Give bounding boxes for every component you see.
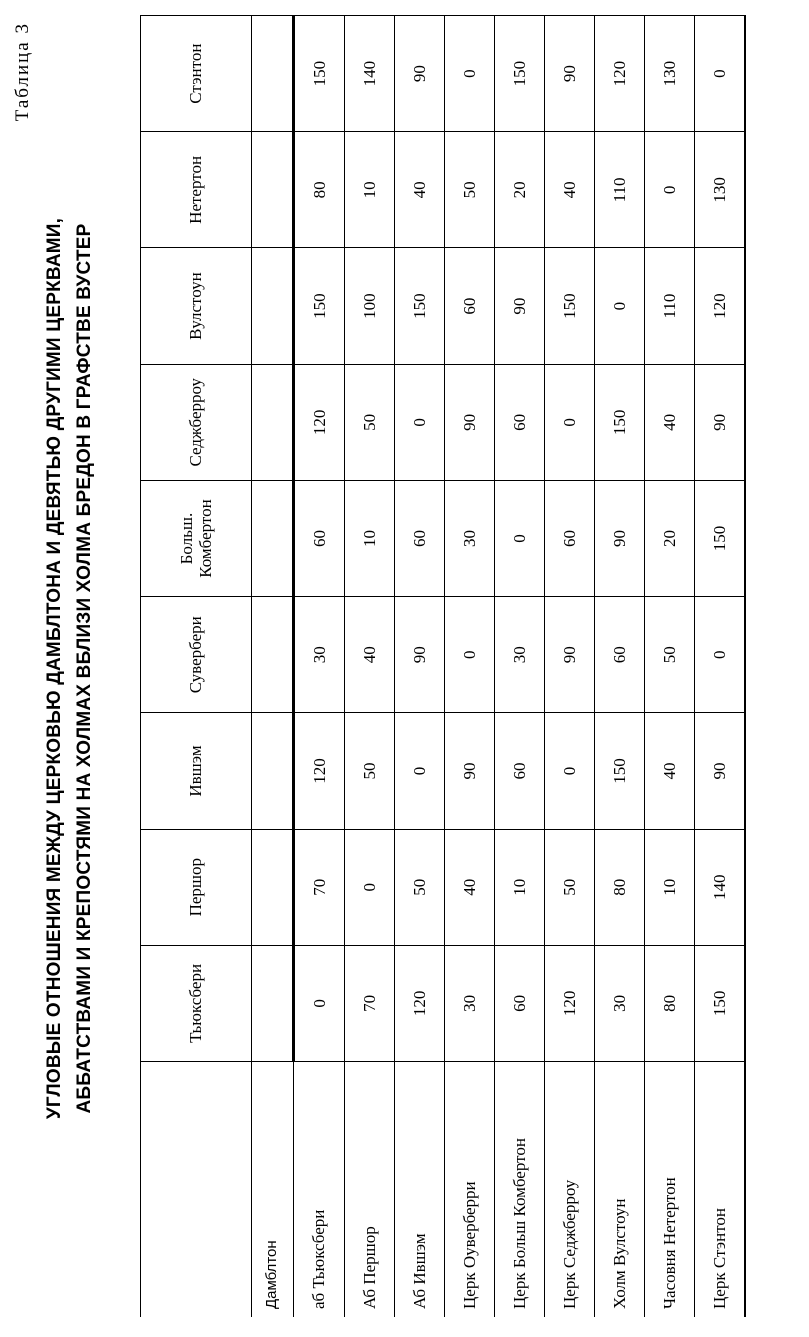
empty-cell: [252, 480, 294, 596]
empty-cell: [252, 364, 294, 480]
angle-cell: 150: [595, 713, 645, 829]
angle-cell: 30: [445, 480, 495, 596]
column-header: Стэнтон: [141, 16, 252, 132]
row-label: Церк Седжберроу: [545, 1062, 595, 1317]
empty-cell: [252, 829, 294, 945]
angle-cell: 0: [595, 248, 645, 364]
angle-cell: 60: [395, 480, 445, 596]
angle-cell: 0: [645, 132, 695, 248]
empty-cell: [252, 597, 294, 713]
angle-cell: 30: [445, 945, 495, 1061]
sub-header-label: Дамблтон: [252, 1062, 294, 1317]
empty-cell: [252, 16, 294, 132]
angle-cell: 90: [495, 248, 545, 364]
angle-cell: 140: [695, 829, 746, 945]
empty-cell: [252, 132, 294, 248]
angle-cell: 60: [445, 248, 495, 364]
row-label: Церк Оуверберри: [445, 1062, 495, 1317]
angle-cell: 140: [345, 16, 395, 132]
angle-cell: 120: [395, 945, 445, 1061]
header-row: [141, 16, 252, 1318]
angle-cell: 10: [345, 480, 395, 596]
column-header: Сувербери: [141, 597, 252, 713]
table-row: [294, 16, 345, 1318]
angle-cell: 120: [294, 364, 345, 480]
angle-cell: 70: [345, 945, 395, 1061]
table-row: [445, 16, 495, 1318]
angle-cell: 90: [695, 364, 746, 480]
angle-cell: 60: [495, 945, 545, 1061]
angle-cell: 150: [595, 364, 645, 480]
row-label: Церк Стэнтон: [695, 1062, 746, 1317]
angle-cell: 80: [645, 945, 695, 1061]
angle-cell: 60: [545, 480, 595, 596]
angle-cell: 100: [345, 248, 395, 364]
angle-cell: 0: [445, 16, 495, 132]
angle-cell: 40: [445, 829, 495, 945]
angle-cell: 40: [645, 364, 695, 480]
angle-cell: 120: [545, 945, 595, 1061]
angle-cell: 120: [595, 16, 645, 132]
angle-cell: 50: [545, 829, 595, 945]
row-label: Часовня Нетертон: [645, 1062, 695, 1317]
angle-cell: 110: [595, 132, 645, 248]
angle-cell: 40: [545, 132, 595, 248]
empty-cell: [252, 713, 294, 829]
table-row: [495, 16, 545, 1318]
angle-cell: 90: [395, 597, 445, 713]
angle-cell: 0: [445, 597, 495, 713]
angle-cell: 130: [695, 132, 746, 248]
angle-cell: 80: [294, 132, 345, 248]
angle-cell: 110: [645, 248, 695, 364]
angle-cell: 0: [395, 713, 445, 829]
angle-cell: 10: [645, 829, 695, 945]
angle-cell: 90: [595, 480, 645, 596]
header-corner-cell: [141, 1062, 252, 1317]
angle-cell: 10: [345, 132, 395, 248]
angle-cell: 30: [294, 597, 345, 713]
angle-cell: 90: [395, 16, 445, 132]
angle-cell: 0: [395, 364, 445, 480]
column-header: Ившэм: [141, 713, 252, 829]
angle-cell: 50: [395, 829, 445, 945]
angle-cell: 70: [294, 829, 345, 945]
table-row: [345, 16, 395, 1318]
angle-cell: 40: [395, 132, 445, 248]
table-row: [395, 16, 445, 1318]
empty-cell: [252, 945, 294, 1061]
angle-cell: 30: [595, 945, 645, 1061]
angle-cell: 50: [445, 132, 495, 248]
column-header: Вулстоун: [141, 248, 252, 364]
empty-cell: [252, 248, 294, 364]
angle-cell: 150: [695, 480, 746, 596]
angles-table: [140, 15, 746, 1317]
row-label: Аб Першор: [345, 1062, 395, 1317]
angle-cell: 90: [545, 16, 595, 132]
column-header: Першор: [141, 829, 252, 945]
angle-cell: 0: [545, 364, 595, 480]
table-row: [545, 16, 595, 1318]
angle-cell: 60: [595, 597, 645, 713]
angle-cell: 30: [495, 597, 545, 713]
angle-cell: 0: [695, 16, 746, 132]
column-header: Больш. Комбертон: [141, 480, 252, 596]
angle-cell: 150: [294, 248, 345, 364]
table-row: [595, 16, 645, 1318]
angle-cell: 130: [645, 16, 695, 132]
angle-cell: 40: [645, 713, 695, 829]
table-row: [645, 16, 695, 1318]
row-label: Церк Больш Комбертон: [495, 1062, 545, 1317]
angle-cell: 10: [495, 829, 545, 945]
angle-cell: 150: [545, 248, 595, 364]
angle-cell: 0: [545, 713, 595, 829]
angle-cell: 80: [595, 829, 645, 945]
angle-cell: 0: [695, 597, 746, 713]
angle-cell: 20: [645, 480, 695, 596]
angle-cell: 90: [695, 713, 746, 829]
table-header: [141, 16, 252, 1318]
table-number-label: Таблица 3: [12, 22, 33, 122]
angle-cell: 150: [695, 945, 746, 1061]
angle-cell: 50: [345, 364, 395, 480]
angle-cell: 20: [495, 132, 545, 248]
angle-cell: 60: [495, 364, 545, 480]
title-line-2: АББАТСТВАМИ И КРЕПОСТЯМИ НА ХОЛМАХ ВБЛИЗИ ХОЛМА БРЕДОН В ГРАФСТВЕ ВУСТЕР: [74, 223, 95, 1114]
angle-cell: 150: [395, 248, 445, 364]
title-line-1: УГЛОВЫЕ ОТНОШЕНИЯ МЕЖДУ ЦЕРКОВЬЮ ДАМБЛТОНА И ДЕВЯТЬЮ ДРУГИМИ ЦЕРКВАМИ,: [44, 217, 65, 1120]
sub-header-row: [252, 16, 294, 1318]
angle-cell: 50: [345, 713, 395, 829]
angle-cell: 0: [495, 480, 545, 596]
angle-cell: 90: [545, 597, 595, 713]
angle-cell: 60: [294, 480, 345, 596]
table-row: [695, 16, 746, 1318]
column-header: Тьюксбери: [141, 945, 252, 1061]
column-header: Нетертон: [141, 132, 252, 248]
table-body: [252, 16, 746, 1318]
angle-cell: 60: [495, 713, 545, 829]
angle-cell: 90: [445, 364, 495, 480]
row-label: Аб Ившэм: [395, 1062, 445, 1317]
angle-cell: 0: [345, 829, 395, 945]
row-label: аб Тьюксбери: [294, 1062, 345, 1317]
angle-cell: 40: [345, 597, 395, 713]
angle-cell: 150: [495, 16, 545, 132]
angle-cell: 0: [294, 945, 345, 1061]
angle-cell: 90: [445, 713, 495, 829]
angle-cell: 50: [645, 597, 695, 713]
column-header: Седжберроу: [141, 364, 252, 480]
angle-cell: 120: [294, 713, 345, 829]
angle-cell: 120: [695, 248, 746, 364]
row-label: Холм Вулстоун: [595, 1062, 645, 1317]
angle-cell: 150: [294, 16, 345, 132]
